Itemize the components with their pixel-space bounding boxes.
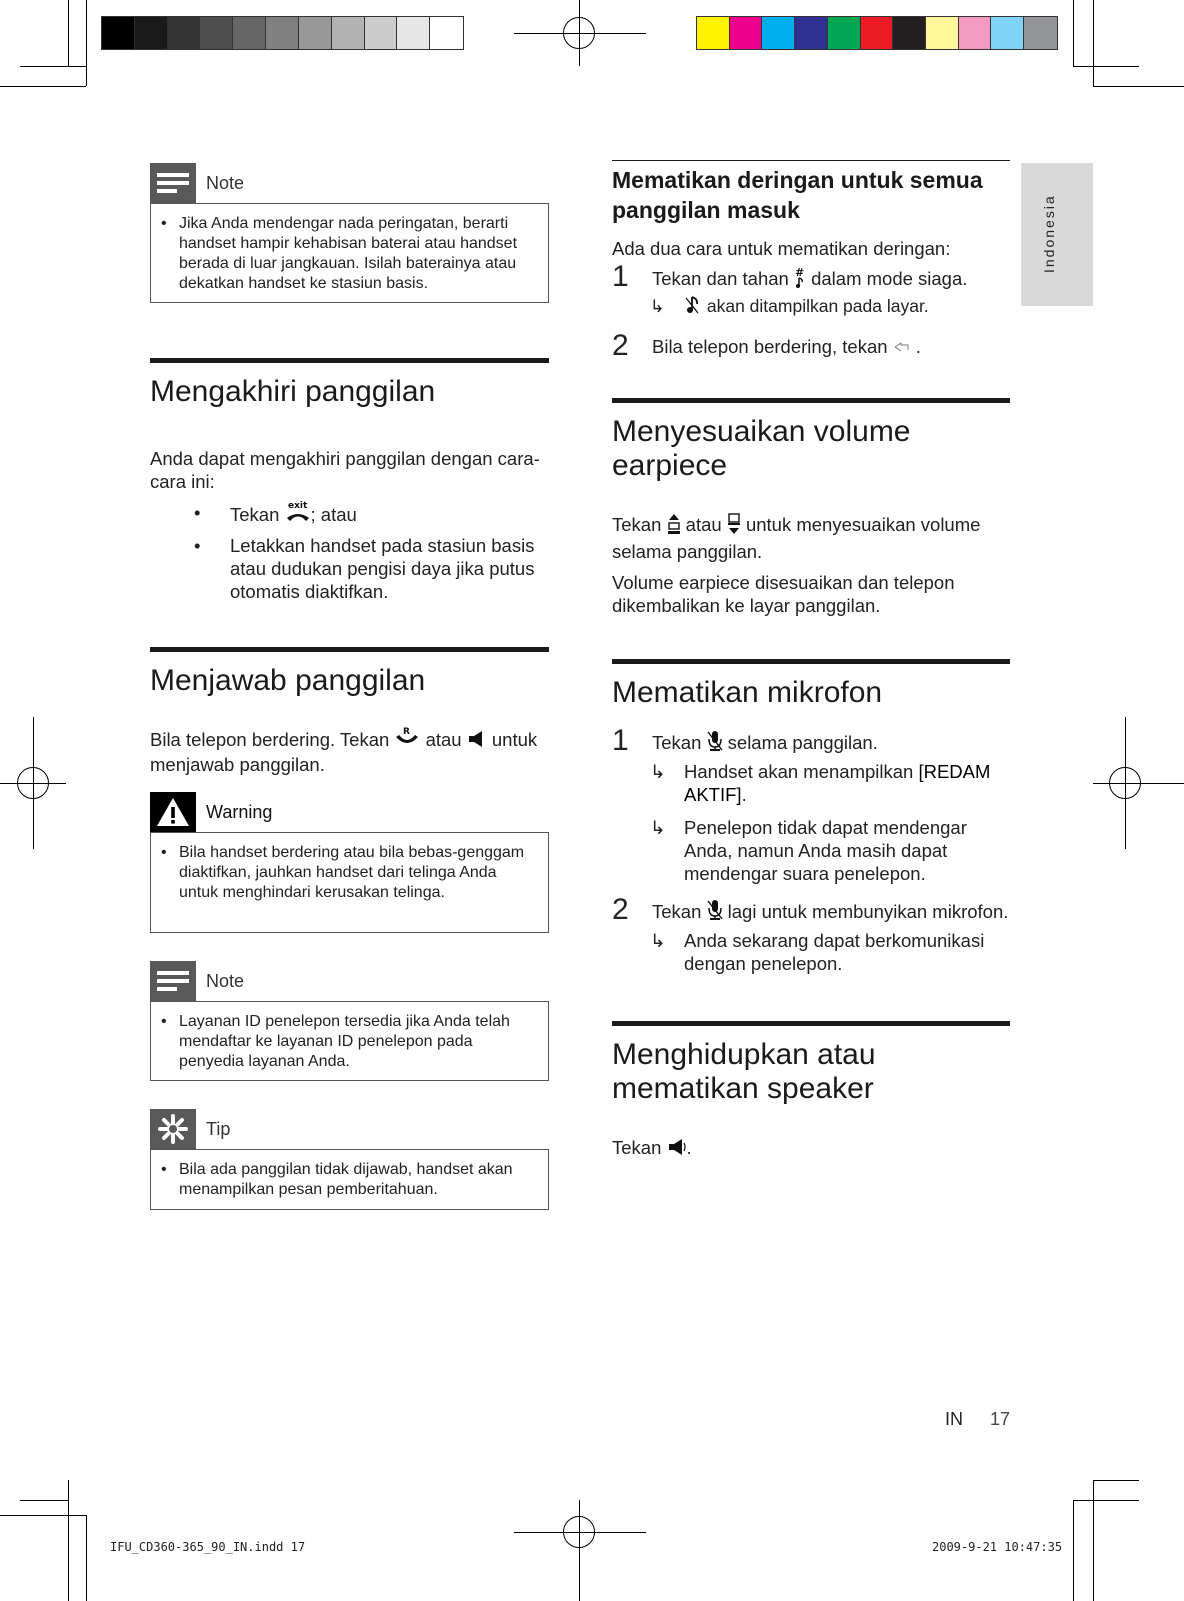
tip-box: Tip • Bila ada panggilan tidak dijawab, handset akan menampilkan pesan pemberitahuan. <box>150 1109 549 1210</box>
gray-swatch <box>200 17 233 49</box>
step-item: 1 Tekan dan tahan # dalam mode siaga. <box>612 260 968 293</box>
step-item: 2 Tekan lagi untuk membunyikan mikrofon. <box>612 893 1009 926</box>
speaker-text: Tekan . <box>612 1136 1010 1161</box>
section-rule <box>150 358 549 363</box>
section-rule <box>612 1021 1010 1026</box>
end-call-icon <box>285 501 311 528</box>
color-swatch <box>828 17 861 49</box>
file-slug: IFU_CD360-365_90_IN.indd 17 <box>110 1540 306 1554</box>
svg-text:#: # <box>794 266 805 279</box>
ringer-off-icon <box>684 295 702 321</box>
list-item: • Letakkan handset pada stasiun basis atau dudukan pengisi daya jika putus otomatis diaktifkan. <box>194 535 535 602</box>
color-swatch <box>959 17 992 49</box>
result-item: ↳ akan ditampilkan pada layar. <box>612 295 1010 321</box>
gray-swatch <box>430 17 463 49</box>
section-end-call <box>150 358 549 603</box>
section-rule <box>612 398 1010 403</box>
mute-mic-icon <box>707 899 723 926</box>
tip-label: Tip <box>206 1118 231 1139</box>
result-item: ↳ Penelepon tidak dapat mendengar Anda, namun Anda masih dapat mendengar suara penelepon. <box>650 817 967 884</box>
color-bar <box>696 16 1058 50</box>
gray-swatch <box>299 17 332 49</box>
gray-swatch <box>233 17 266 49</box>
side-tab-label: Indonesia <box>1041 194 1057 273</box>
gray-swatch <box>332 17 365 49</box>
color-swatch <box>730 17 763 49</box>
section-title: Menyesuaikan volume earpiece <box>612 415 911 482</box>
gray-swatch <box>365 17 398 49</box>
note-label: Note <box>206 172 245 193</box>
result-item: ↳ Anda sekarang dapat berkomunikasi dengan penelepon. <box>650 930 985 974</box>
note-icon <box>150 163 196 203</box>
section-rule <box>612 659 1010 664</box>
step-item: 1 Tekan selama panggilan. <box>612 724 878 757</box>
page-number: 17 <box>990 1409 1011 1429</box>
color-swatch <box>697 17 730 49</box>
warning-label: Warning <box>206 801 273 822</box>
note-text: Jika Anda mendengar nada peringatan, berarti handset hampir kehabisan baterai atau handset berada di luar jangkauan. Isilah baterainya atau dekatkan handset ke stasiun basis. <box>179 215 518 292</box>
hash-key-icon <box>794 266 806 293</box>
volume-note: Volume earpiece disesuaikan dan telepon dikembalikan ke layar panggilan. <box>612 572 955 616</box>
section-title: Mengakhiri panggilan <box>150 375 436 408</box>
color-swatch <box>991 17 1024 49</box>
color-swatch <box>795 17 828 49</box>
talk-icon <box>394 726 420 753</box>
svg-text:R: R <box>403 727 411 737</box>
answer-text: Bila telepon berdering. Tekan R atau untuk menjawab panggilan. <box>150 727 538 775</box>
gray-swatch <box>168 17 201 49</box>
section-speaker <box>612 1021 1010 1161</box>
note-box: Note • Jika Anda mendengar nada peringatan, berarti handset hampir kehabisan baterai atau handset berada di luar jangkauan. Isilah baterainya atau dekatkan handset ke stasiun basis. <box>150 163 549 303</box>
gray-swatch <box>102 17 135 49</box>
grayscale-bar <box>101 16 464 50</box>
color-swatch <box>1024 17 1057 49</box>
warning-box: Warning • Bila handset berdering atau bila bebas-genggam diaktifkan, jauhkan handset dari telinga Anda untuk menghindari kerusakan telinga. <box>150 792 549 933</box>
color-swatch <box>762 17 795 49</box>
warning-icon <box>150 792 196 832</box>
gray-swatch <box>266 17 299 49</box>
color-swatch <box>926 17 959 49</box>
list-item: • Tekan exit ; atau <box>150 501 549 528</box>
note-label: Note <box>206 970 245 991</box>
volume-down-icon <box>727 513 741 540</box>
gray-swatch <box>135 17 168 49</box>
section-mute-ringer <box>612 160 1010 362</box>
note-box: Note • Layanan ID penelepon tersedia jika Anda telah mendaftar ke layanan ID penelepon pada penyedia layanan Anda. <box>150 961 549 1081</box>
language-side-tab <box>1021 163 1093 306</box>
left-column <box>150 163 549 1210</box>
tip-icon <box>150 1109 196 1149</box>
gray-swatch <box>397 17 430 49</box>
section-intro: Ada dua cara untuk mematikan deringan: <box>612 238 951 259</box>
volume-up-icon <box>667 513 681 540</box>
result-item: ↳ Handset akan menampilkan [REDAM AKTIF]. <box>650 761 991 805</box>
section-mute-microphone <box>612 659 1010 975</box>
section-rule <box>150 647 549 652</box>
back-key-icon <box>893 335 911 358</box>
mute-mic-icon <box>707 730 723 757</box>
section-title: Mematikan deringan untuk semua panggilan masuk <box>612 167 983 223</box>
note-icon <box>150 961 196 1001</box>
tip-text: Bila ada panggilan tidak dijawab, handset akan menampilkan pesan pemberitahuan. <box>179 1161 513 1198</box>
color-swatch <box>893 17 926 49</box>
section-earpiece-volume <box>612 398 1010 617</box>
volume-text: Tekan atau untuk menyesuaikan volume selama panggilan. <box>612 514 981 562</box>
speaker-icon <box>667 1138 687 1161</box>
section-title: Mematikan mikrofon <box>612 676 883 709</box>
section-intro: Anda dapat mengakhiri panggilan dengan cara-cara ini: <box>150 448 540 492</box>
section-rule <box>612 160 1010 161</box>
color-swatch <box>861 17 894 49</box>
print-timestamp: 2009-9-21 10:47:35 <box>932 1540 1063 1554</box>
svg-text:exit: exit <box>287 501 307 511</box>
note-text: Layanan ID penelepon tersedia jika Anda telah mendaftar ke layanan ID penelepon pada penyedia layanan Anda. <box>179 1013 510 1070</box>
step-item: 2 Bila telepon berdering, tekan . <box>612 329 921 362</box>
section-answer-call <box>150 647 549 776</box>
speaker-icon <box>467 730 487 753</box>
section-title: Menjawab panggilan <box>150 664 426 697</box>
footer-language: IN <box>945 1409 963 1429</box>
warning-text: Bila handset berdering atau bila bebas-genggam diaktifkan, jauhkan handset dari telinga Anda untuk menghindari kerusakan telinga. <box>179 844 525 901</box>
page-footer <box>945 1408 1010 1431</box>
right-column <box>612 160 1010 1161</box>
section-title: Menghidupkan atau mematikan speaker <box>612 1038 876 1105</box>
